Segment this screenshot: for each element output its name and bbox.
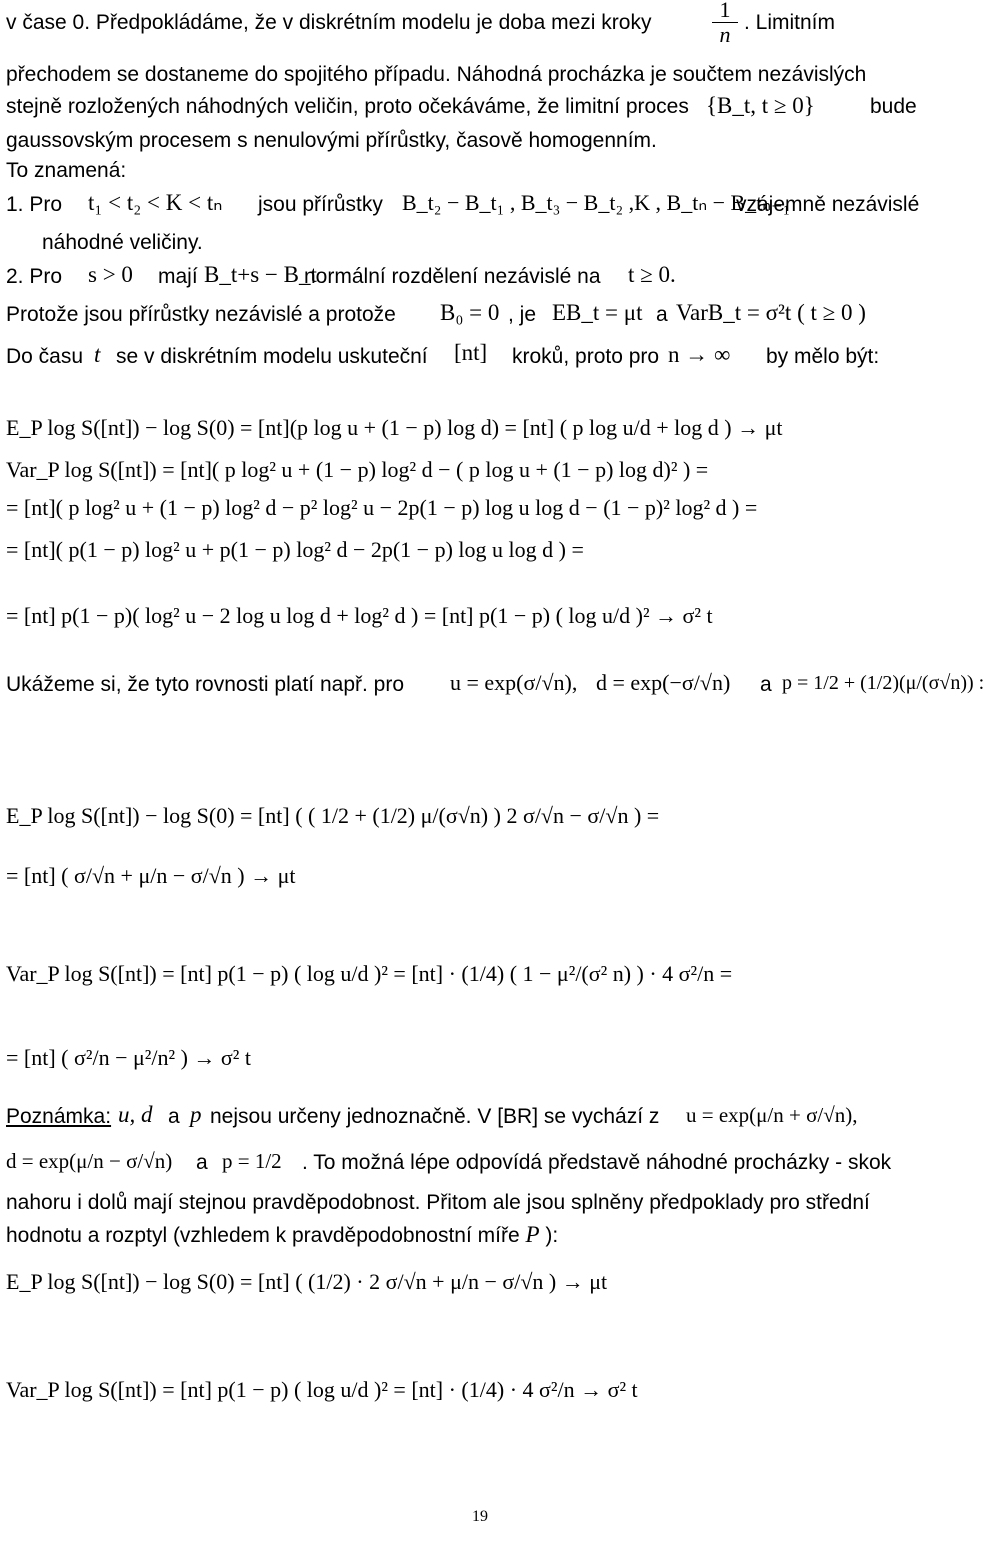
item-2-text-2: normální rozdělení nezávislé na <box>304 265 601 288</box>
equation-expectation-limit: = [nt] ( σ/√n + μ/n − σ/√n ) → μt <box>6 863 296 888</box>
equation-variance-limit: = [nt] ( σ²/n − μ²/n² ) → σ² t <box>6 1045 251 1070</box>
equation-expectation: E_P log S([nt]) − log S(0) = [nt](p log u + (1 − p) log d) = [nt] ( p log u/d + log d ) → μt <box>6 415 783 440</box>
item-2-label: 2. Pro <box>6 265 63 288</box>
intro-line-1-end: . Limitním <box>744 11 836 34</box>
note-text-2: . To možná lépe odpovídá představě náhodné procházky - skok <box>302 1151 892 1174</box>
item-2-s: s > 0 <box>88 262 133 287</box>
note-text-4: hodnotu a rozptyl (vzhledem k pravděpodobnostní míře P ): <box>6 1222 559 1247</box>
intro-line-4: gaussovským procesem s nenulovými přírůstky, časově homogenním. <box>6 129 657 152</box>
equation-variance-2: = [nt]( p log² u + (1 − p) log² d − p² log² u − 2p(1 − p) log u log d − (1 − p)² log² d ) = <box>6 495 758 520</box>
intro-line-5: To znamená: <box>6 159 127 182</box>
para-1-je: , je <box>508 303 537 326</box>
item-2-increment: B_t+s − B_t <box>204 262 317 287</box>
note-p-value: p = 1/2 <box>222 1149 282 1173</box>
para-1-text: Protože jsou přírůstky nezávislé a protože <box>6 303 396 326</box>
item-2-t: t ≥ 0. <box>628 262 676 287</box>
note-label: Poznámka: <box>6 1105 112 1128</box>
equation-variance-check: Var_P log S([nt]) = [nt] p(1 − p) ( log u/d )² = [nt] · (1/4) ( 1 − μ²/(σ² n) ) · 4 σ²/n = <box>6 961 733 986</box>
para-2-nt: [nt] <box>454 340 488 365</box>
para-2-text: Do času <box>6 345 84 368</box>
choice-u: u = exp(σ/√n), <box>450 670 578 695</box>
intro-line-3: stejně rozložených náhodných veličin, proto očekáváme, že limitní proces <box>6 95 689 118</box>
equation-br-expectation: E_P log S([nt]) − log S(0) = [nt] ( (1/2) · 2 σ/√n + μ/n − σ/√n ) → μt <box>6 1269 608 1294</box>
measure-p: P <box>525 1222 540 1247</box>
item-1-line-2: náhodné veličiny. <box>42 231 203 254</box>
para-2-t: t <box>94 342 101 367</box>
note-p: p <box>190 1102 202 1127</box>
item-1-increments: B_t₂ − B_t₁ , B_t₃ − B_t₂ ,K , B_tₙ − B_tₙ₋₁ <box>402 190 791 215</box>
choice-d: d = exp(−σ/√n) <box>596 670 731 695</box>
para-1-a: a <box>656 303 668 326</box>
para-2-text-4: by mělo být: <box>766 345 880 368</box>
equation-expectation-check: E_P log S([nt]) − log S(0) = [nt] ( ( 1/2 + (1/2) μ/(σ√n) ) 2 σ/√n − σ/√n ) = <box>6 803 660 828</box>
item-2-text: mají <box>158 265 198 288</box>
para-2-text-3: kroků, proto pro <box>512 345 660 368</box>
para-1-variance: VarB_t = σ²t ( t ≥ 0 ) <box>676 300 866 325</box>
choice-a: a <box>760 673 772 696</box>
para-2-limit: n → ∞ <box>668 342 731 367</box>
para-1-b0: B₀ = 0 <box>440 300 500 325</box>
note-u: u = exp(μ/n + σ/√n), <box>686 1103 858 1127</box>
note-d: d = exp(μ/n − σ/√n) <box>6 1149 173 1173</box>
process-set: {B_t, t ≥ 0} <box>706 93 815 118</box>
note-text-3: nahoru i dolů mají stejnou pravděpodobnost. Přitom ale jsou splněny předpoklady pro střední <box>6 1191 870 1214</box>
item-1-text: jsou přírůstky <box>258 193 383 216</box>
equation-br-variance: Var_P log S([nt]) = [nt] p(1 − p) ( log u/d )² = [nt] · (1/4) · 4 σ²/n → σ² t <box>6 1377 638 1402</box>
item-1-times: t₁ < t₂ < K < tₙ <box>88 190 223 215</box>
note-a: a <box>168 1105 180 1128</box>
equation-variance: Var_P log S([nt]) = [nt]( p log² u + (1 − p) log² d − ( p log u + (1 − p) log d)² ) = <box>6 457 709 482</box>
choice-p: p = 1/2 + (1/2)(μ/(σ√n)) : <box>782 672 984 694</box>
equation-variance-4: = [nt] p(1 − p)( log² u − 2 log u log d + log² d ) = [nt] p(1 − p) ( log u/d )² → σ² t <box>6 603 713 628</box>
para-2-text-2: se v diskrétním modelu uskuteční <box>116 345 428 368</box>
note-text-1: nejsou určeny jednoznačně. V [BR] se vychází z <box>210 1105 660 1128</box>
intro-line-1: v čase 0. Předpokládáme, že v diskrétním modelu je doba mezi kroky <box>6 11 652 34</box>
para-1-expectation: EB_t = μt <box>552 300 643 325</box>
equation-variance-3: = [nt]( p(1 − p) log² u + p(1 − p) log² d − 2p(1 − p) log u log d ) = <box>6 537 584 562</box>
step-fraction: $\frac{1}{n}$ <box>712 0 738 47</box>
choice-text: Ukážeme si, že tyto rovnosti platí např. pro <box>6 673 405 696</box>
note-a-2: a <box>196 1151 208 1174</box>
item-1-text-end: vzájemně nezávislé <box>736 193 920 216</box>
intro-line-3-end: bude <box>870 95 917 118</box>
item-1-label: 1. Pro <box>6 193 63 216</box>
intro-line-2: přechodem se dostaneme do spojitého případu. Náhodná procházka je součtem nezávislých <box>6 63 867 86</box>
note-ud: u, d <box>118 1102 153 1127</box>
page-number: 19 <box>472 1508 488 1525</box>
